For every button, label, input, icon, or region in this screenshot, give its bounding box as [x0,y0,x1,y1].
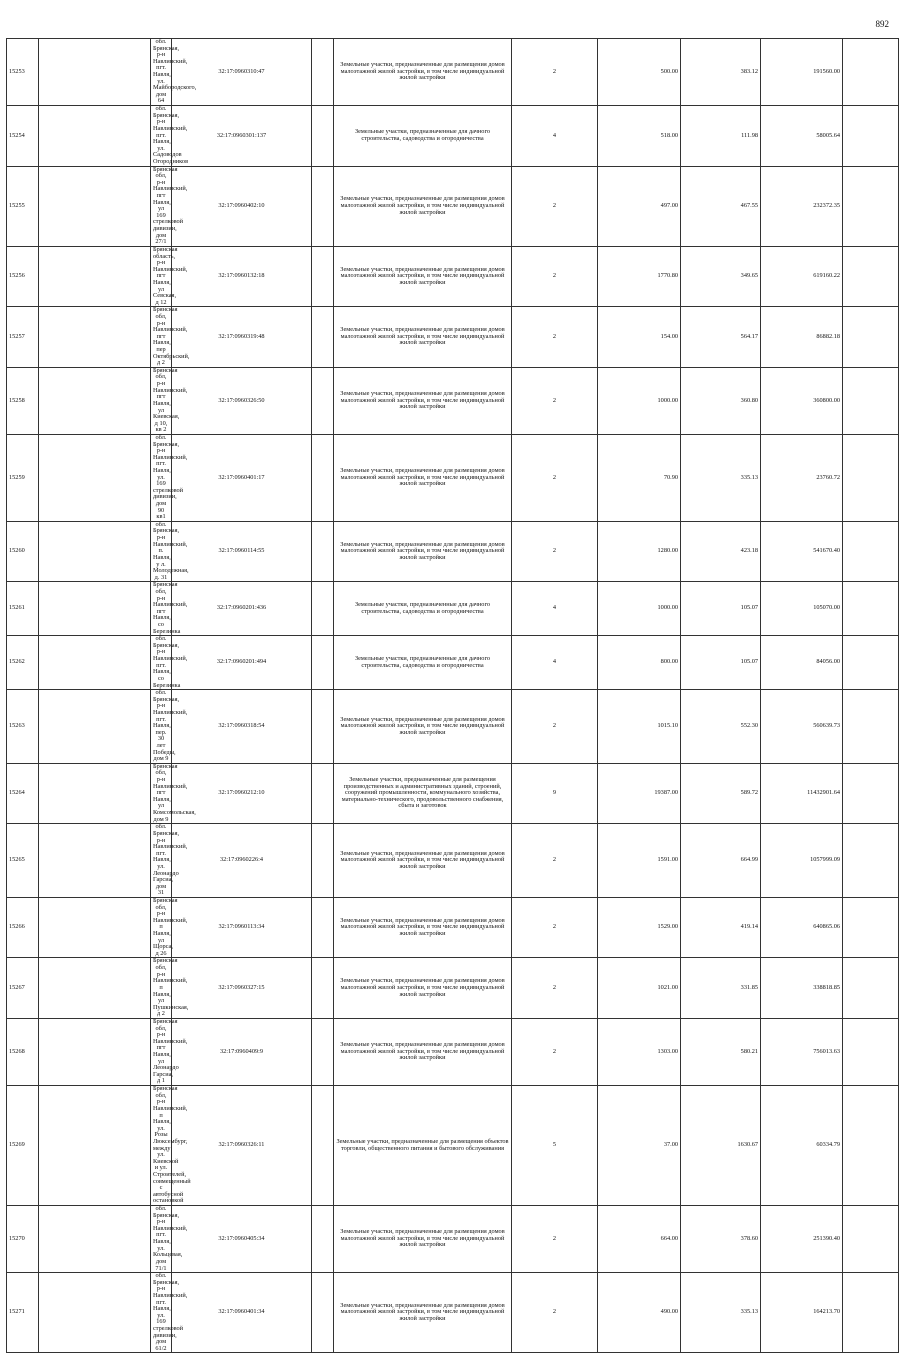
land-use-cell: Земельные участки, предназначенные для размещения домов малоэтажной жилой застройки, в том числе индивидуальной жилой застройки [334,307,512,367]
group-cell: 2 [512,521,598,581]
spacer-cell [843,39,899,106]
area-cell: 664.00 [598,1206,681,1273]
address-cell: Брянская обл, р-н Навлинский, пгт Навля, сo Березинка [151,582,172,636]
spacer-cell [312,521,334,581]
spacer-cell [312,166,334,246]
address-cell: обл. Брянская, р-н Навлинский, пгт. Навля, ул. 169 стрелковой дивизии, дом 61/2 [151,1273,172,1353]
cadastral-number-cell: 32:17:0960318:54 [172,690,312,764]
row-number: 15264 [7,763,39,823]
cadastral-value-cell: 191560.00 [761,39,843,106]
address-cell: Брянская обл, р-н Навлинский, пгт Навля, пер Октябрьский, д 2 [151,307,172,367]
cadastral-number-cell: 32:17:0960402:10 [172,166,312,246]
group-cell: 4 [512,582,598,636]
unit-value-cell: 105.07 [681,582,761,636]
land-use-cell: Земельные участки, предназначенные для размещения домов малоэтажной жилой застройки, в том числе индивидуальной жилой застройки [334,1273,512,1353]
unit-value-cell: 564.17 [681,307,761,367]
land-use-cell: Земельные участки, предназначенные для размещения объектов торговли, общественного питания и бытового обслуживания [334,1086,512,1206]
spacer-cell [843,690,899,764]
group-cell: 2 [512,246,598,306]
spacer-cell [312,898,334,958]
cadastral-value-cell: 86882.18 [761,307,843,367]
spacer-cell [843,434,899,521]
spacer-cell [39,690,151,764]
address-cell: обл. Брянская, р-н Навлинский, пгт. Навля, пер. 30 лет Победы, дом 9 [151,690,172,764]
cadastral-value-cell: 560639.73 [761,690,843,764]
address-cell: обл. Брянская, р-н Навлинский, пгт. Навля, ул. Леонардо Гарсиа, дом 31 [151,824,172,898]
area-cell: 500.00 [598,39,681,106]
land-use-cell: Земельные участки, предназначенные для размещения домов малоэтажной жилой застройки, в том числе индивидуальной жилой застройки [334,690,512,764]
spacer-cell [843,763,899,823]
spacer-cell [39,1273,151,1353]
area-cell: 490.00 [598,1273,681,1353]
spacer-cell [39,763,151,823]
spacer-cell [312,824,334,898]
area-cell: 37.00 [598,1086,681,1206]
area-cell: 1280.00 [598,521,681,581]
table-row [7,763,899,823]
area-cell: 154.00 [598,307,681,367]
spacer-cell [843,1018,899,1085]
unit-value-cell: 111.98 [681,106,761,166]
cadastral-number-cell: 32:17:0960212:10 [172,763,312,823]
spacer-cell [39,824,151,898]
group-cell: 2 [512,958,598,1018]
row-number: 15263 [7,690,39,764]
spacer-cell [312,1206,334,1273]
unit-value-cell: 335.13 [681,1273,761,1353]
land-use-cell: Земельные участки, предназначенные для размещения производственных и административных зданий, строений, сооружений промышленности, коммунального хозяйства, материально-технического, продовольственного снабжения, сбыта и заготовок [334,763,512,823]
group-cell: 2 [512,367,598,434]
cadastral-number-cell: 32:17:0960327:15 [172,958,312,1018]
address-cell: обл. Брянская, р-н Навлинский, п. Навля, у л. Молодежная, д. 31 [151,521,172,581]
group-cell: 2 [512,307,598,367]
spacer-cell [312,690,334,764]
address-cell: обл. Брянская, р-н Навлинский, пгт. Навля, со Березинка [151,636,172,690]
cadastral-value-cell: 105070.00 [761,582,843,636]
cadastral-value-cell: 58005.64 [761,106,843,166]
group-cell: 4 [512,106,598,166]
cadastral-number-cell: 32:17:0960310:47 [172,39,312,106]
spacer-cell [312,763,334,823]
spacer-cell [39,1018,151,1085]
unit-value-cell: 378.60 [681,1206,761,1273]
table-row [7,521,899,581]
spacer-cell [39,367,151,434]
unit-value-cell: 589.72 [681,763,761,823]
land-use-cell: Земельные участки, предназначенные для размещения домов малоэтажной жилой застройки, в том числе индивидуальной жилой застройки [334,246,512,306]
unit-value-cell: 1630.67 [681,1086,761,1206]
address-cell: Брянская область, р-н Навлинский, пгт Навля, ул Севская, д 12 [151,246,172,306]
table-row [7,39,899,106]
table-row [7,690,899,764]
spacer-cell [843,307,899,367]
table-row [7,1206,899,1273]
spacer-cell [843,246,899,306]
address-cell: Брянская обл, р-н Навлинский, п Навля, ул Пушкинская, д 2 [151,958,172,1018]
cadastral-value-cell: 338818.85 [761,958,843,1018]
spacer-cell [39,521,151,581]
area-cell: 1000.00 [598,582,681,636]
table-row [7,898,899,958]
land-use-cell: Земельные участки, предназначенные для размещения домов малоэтажной жилой застройки, в том числе индивидуальной жилой застройки [334,958,512,1018]
cadastral-value-cell: 1057999.09 [761,824,843,898]
spacer-cell [843,367,899,434]
group-cell: 2 [512,166,598,246]
group-cell: 2 [512,1018,598,1085]
cadastral-number-cell: 32:17:0960201:436 [172,582,312,636]
area-cell: 19387.00 [598,763,681,823]
spacer-cell [312,1273,334,1353]
area-cell: 1591.00 [598,824,681,898]
spacer-cell [843,106,899,166]
table-row [7,307,899,367]
cadastral-value-cell: 23760.72 [761,434,843,521]
group-cell: 2 [512,434,598,521]
spacer-cell [843,521,899,581]
land-use-cell: Земельные участки, предназначенные для дачного строительства, садоводства и огородничества [334,636,512,690]
land-use-cell: Земельные участки, предназначенные для размещения домов малоэтажной жилой застройки, в том числе индивидуальной жилой застройки [334,1018,512,1085]
cadastral-value-cell: 360800.00 [761,367,843,434]
unit-value-cell: 580.21 [681,1018,761,1085]
cadastral-number-cell: 32:17:0960226:4 [172,824,312,898]
page-number: 892 [875,19,889,29]
land-use-cell: Земельные участки, предназначенные для размещения домов малоэтажной жилой застройки, в том числе индивидуальной жилой застройки [334,166,512,246]
area-cell: 1529.00 [598,898,681,958]
row-number: 15269 [7,1086,39,1206]
address-cell: Брянская обл, р-н Навлинский, п Навля, ул Щорса, д 26 [151,898,172,958]
cadastral-number-cell: 32:17:0960326:11 [172,1086,312,1206]
spacer-cell [39,636,151,690]
row-number: 15253 [7,39,39,106]
spacer-cell [312,582,334,636]
cadastral-number-cell: 32:17:0960326:50 [172,367,312,434]
row-number: 15259 [7,434,39,521]
land-use-cell: Земельные участки, предназначенные для размещения домов малоэтажной жилой застройки, в том числе индивидуальной жилой застройки [334,1206,512,1273]
row-number: 15257 [7,307,39,367]
address-cell: обл. Брянская, р-н Навлинский, пгт. Навля, ул. Кольцевая, дом 71/1 [151,1206,172,1273]
area-cell: 518.00 [598,106,681,166]
unit-value-cell: 360.80 [681,367,761,434]
spacer-cell [843,898,899,958]
spacer-cell [312,367,334,434]
table-row [7,434,899,521]
address-cell: Брянская обл, р-н Навлинский, пгт Навля, ул 169 стрелковой дивизии, дом 27/1 [151,166,172,246]
row-number: 15256 [7,246,39,306]
address-cell: обл. Брянская, р-н Навлинский, пгт. Навля, ул. 169 стрелковой дивизии, дом 90 кв1 [151,434,172,521]
table-body [7,39,899,1353]
group-cell: 2 [512,39,598,106]
row-number: 15266 [7,898,39,958]
table-row [7,636,899,690]
row-number: 15262 [7,636,39,690]
group-cell: 5 [512,1086,598,1206]
address-cell: Брянская обл, р-н Навлинский, пгт Навля, ул Киевская, д 10, кв 2 [151,367,172,434]
unit-value-cell: 383.12 [681,39,761,106]
area-cell: 1770.80 [598,246,681,306]
spacer-cell [843,824,899,898]
group-cell: 2 [512,690,598,764]
address-cell: Брянская обл, р-н Навлинский, пгт Навля, ул Леонардо Гарсиа, д 1 [151,1018,172,1085]
table-row [7,367,899,434]
cadastral-value-cell: 232372.35 [761,166,843,246]
spacer-cell [39,246,151,306]
row-number: 15268 [7,1018,39,1085]
spacer-cell [39,39,151,106]
area-cell: 497.00 [598,166,681,246]
spacer-cell [843,1206,899,1273]
unit-value-cell: 664.99 [681,824,761,898]
unit-value-cell: 335.13 [681,434,761,521]
cadastral-value-cell: 756013.63 [761,1018,843,1085]
cadastral-value-cell: 640865.06 [761,898,843,958]
table-row [7,166,899,246]
row-number: 15260 [7,521,39,581]
area-cell: 1015.10 [598,690,681,764]
spacer-cell [39,582,151,636]
spacer-cell [312,106,334,166]
spacer-cell [312,1086,334,1206]
land-use-cell: Земельные участки, предназначенные для размещения домов малоэтажной жилой застройки, в том числе индивидуальной жилой застройки [334,898,512,958]
unit-value-cell: 419.14 [681,898,761,958]
cadastral-number-cell: 32:17:0960113:34 [172,898,312,958]
land-use-cell: Земельные участки, предназначенные для размещения домов малоэтажной жилой застройки, в том числе индивидуальной жилой застройки [334,824,512,898]
table-row [7,246,899,306]
spacer-cell [312,636,334,690]
cadastral-value-cell: 619160.22 [761,246,843,306]
row-number: 15270 [7,1206,39,1273]
cadastral-value-cell: 84056.00 [761,636,843,690]
address-cell: обл. Брянская, р-н Навлинский, пгт. Навля, ул. Садоводов Огородников [151,106,172,166]
group-cell: 2 [512,898,598,958]
spacer-cell [843,582,899,636]
row-number: 15271 [7,1273,39,1353]
unit-value-cell: 105.07 [681,636,761,690]
land-use-cell: Земельные участки, предназначенные для дачного строительства, садоводства и огородничества [334,106,512,166]
row-number: 15255 [7,166,39,246]
spacer-cell [843,1086,899,1206]
area-cell: 70.90 [598,434,681,521]
table-row [7,958,899,1018]
spacer-cell [312,39,334,106]
spacer-cell [39,1086,151,1206]
cadastral-value-cell: 164213.70 [761,1273,843,1353]
land-use-cell: Земельные участки, предназначенные для размещения домов малоэтажной жилой застройки, в том числе индивидуальной жилой застройки [334,39,512,106]
cadastral-number-cell: 32:17:0960319:48 [172,307,312,367]
land-use-cell: Земельные участки, предназначенные для размещения домов малоэтажной жилой застройки, в том числе индивидуальной жилой застройки [334,367,512,434]
address-cell: обл. Брянская, р-н Навлинский, пгт. Навля, ул. Майбородского, дом 64 [151,39,172,106]
area-cell: 800.00 [598,636,681,690]
spacer-cell [39,898,151,958]
spacer-cell [312,246,334,306]
table-row [7,1086,899,1206]
row-number: 15265 [7,824,39,898]
address-cell: Брянская обл, р-н Навлинский, пгт Навля, ул Комсомольская, дом 9 [151,763,172,823]
spacer-cell [39,166,151,246]
spacer-cell [312,958,334,1018]
row-number: 15258 [7,367,39,434]
spacer-cell [312,307,334,367]
group-cell: 9 [512,763,598,823]
spacer-cell [312,1018,334,1085]
unit-value-cell: 349.65 [681,246,761,306]
group-cell: 2 [512,1206,598,1273]
address-cell: Брянская обл, р-н Навлинский, п Навля, ул. Розы Люксембург, между ул. Киевской и ул. Строителей, совмещенный с автобусной остановкой [151,1086,172,1206]
cadastral-number-cell: 32:17:0960401:34 [172,1273,312,1353]
spacer-cell [843,636,899,690]
unit-value-cell: 467.55 [681,166,761,246]
cadastral-number-cell: 32:17:0960401:17 [172,434,312,521]
cadastral-value-cell: 11432901.64 [761,763,843,823]
spacer-cell [39,1206,151,1273]
unit-value-cell: 552.30 [681,690,761,764]
table-row [7,582,899,636]
spacer-cell [843,1273,899,1353]
spacer-cell [39,434,151,521]
land-use-cell: Земельные участки, предназначенные для размещения домов малоэтажной жилой застройки, в том числе индивидуальной жилой застройки [334,521,512,581]
row-number: 15267 [7,958,39,1018]
spacer-cell [39,106,151,166]
unit-value-cell: 423.18 [681,521,761,581]
table-row [7,824,899,898]
cadastral-number-cell: 32:17:0960301:137 [172,106,312,166]
table-row [7,1018,899,1085]
cadastral-value-cell: 541670.40 [761,521,843,581]
cadastral-value-table [6,38,899,1353]
cadastral-number-cell: 32:17:0960409:9 [172,1018,312,1085]
spacer-cell [843,958,899,1018]
row-number: 15254 [7,106,39,166]
spacer-cell [39,307,151,367]
spacer-cell [39,958,151,1018]
table-row [7,106,899,166]
cadastral-number-cell: 32:17:0960201:494 [172,636,312,690]
cadastral-number-cell: 32:17:0960114:55 [172,521,312,581]
table-row [7,1273,899,1353]
spacer-cell [312,434,334,521]
cadastral-value-cell: 60334.79 [761,1086,843,1206]
spacer-cell [843,166,899,246]
land-use-cell: Земельные участки, предназначенные для размещения домов малоэтажной жилой застройки, в том числе индивидуальной жилой застройки [334,434,512,521]
area-cell: 1000.00 [598,367,681,434]
row-number: 15261 [7,582,39,636]
group-cell: 2 [512,824,598,898]
unit-value-cell: 331.85 [681,958,761,1018]
group-cell: 2 [512,1273,598,1353]
cadastral-number-cell: 32:17:0960132:18 [172,246,312,306]
cadastral-number-cell: 32:17:0960405:34 [172,1206,312,1273]
area-cell: 1021.00 [598,958,681,1018]
cadastral-value-cell: 251390.40 [761,1206,843,1273]
land-use-cell: Земельные участки, предназначенные для дачного строительства, садоводства и огородничества [334,582,512,636]
group-cell: 4 [512,636,598,690]
area-cell: 1303.00 [598,1018,681,1085]
